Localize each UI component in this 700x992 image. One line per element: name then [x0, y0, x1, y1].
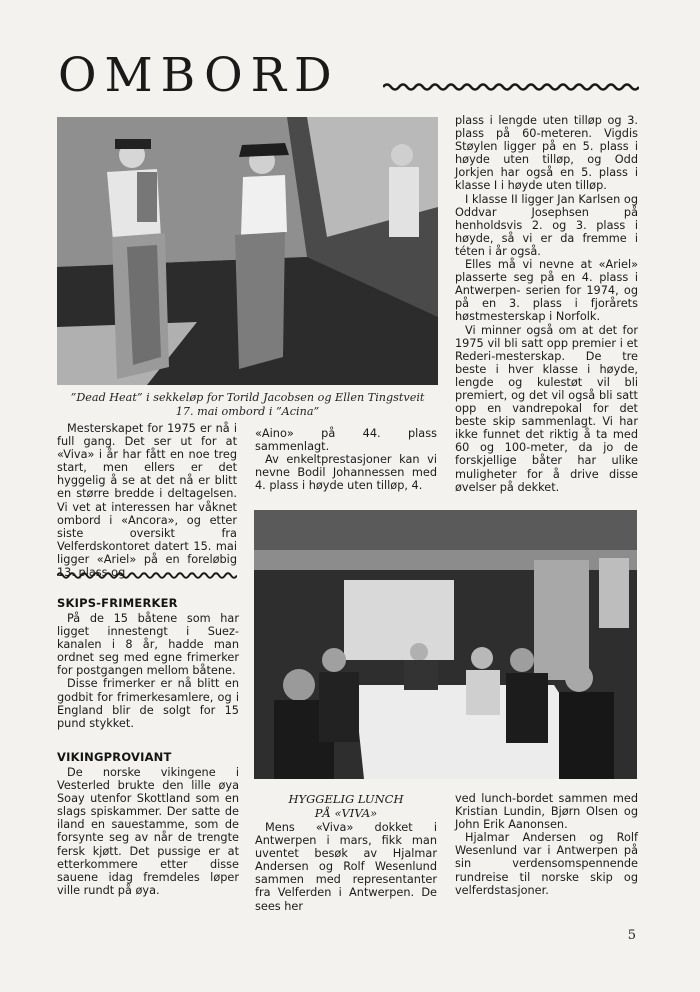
lunch-photo [254, 510, 637, 779]
lunch-caption-line2: PÅ «VIVA» [314, 806, 378, 820]
page-title: OMBORD [58, 48, 340, 103]
lunch-column-2 [255, 821, 437, 913]
sack-race-caption-line1: ”Dead Heat” i sekkeløp for Torild Jacobsen og Ellen Tingstveit [70, 391, 425, 404]
sack-race-photo [57, 117, 438, 385]
mesterskap-paragraph-5: I klasse II ligger Jan Karlsen og Oddvar Josephsen på henholdsvis 2. og 3. plass i høyde, så vi er da fremme i téten i år også. [455, 192, 638, 258]
mesterskap-paragraph-7: Vi minner også om at det for 1975 vil bli satt opp premier i et Rederi-mesterskap. De tre beste i hver klasse i høyde, lengde og kulestøt vil bli premiert, og det vil også bli satt opp en vandrepokal for det beste skip sammenlagt. Vi har ikke funnet det riktig å ta med 60 og 100-meter, da jo de forskjellige båter har ulike muligheter for å drive disse øvelser på dekket. [455, 323, 638, 494]
lunch-column-3 [455, 792, 638, 897]
frimerker-paragraph-1: På de 15 båtene som har ligget innestengt i Suez-kanalen i 8 år, hadde man ordnet seg med egne frimerker for postgangen mellom båtene. [57, 612, 239, 678]
viking-paragraph-1: De norske vikingene i Vesterled brukte den lille øya Soay utenfor Skottland som en slags spiskammer. Der satte de iland en sauestamme, som de forsynte seg av når de trengte fersk kjøtt. Det pussige er at etterkommere etter disse sauene idag fremdeles løper ville rundt på øya. [57, 766, 239, 897]
mesterskap-column-1 [57, 422, 237, 579]
mesterskap-paragraph-4: plass i lengde uten tilløp og 3. plass på 60-meteren. Vigdis Støylen ligger på en 5. plass i høyde uten tilløp, og Odd Jorkjen har også en 5. plass i klasse I i høyde uten tilløp. [455, 114, 638, 193]
lunch-paragraph-3: Hjalmar Andersen og Rolf Wesenlund var i Antwerpen på sin verdensomspennende rundreise til norske skip og velferdstasjoner. [455, 831, 638, 897]
mesterskap-paragraph-2: «Aino» på 44. plass sammenlagt. [255, 427, 437, 454]
mesterskap-column-2 [255, 427, 437, 492]
frimerker-column [57, 612, 239, 730]
viking-heading: VIKINGPROVIANT [57, 750, 172, 764]
frimerker-heading: SKIPS-FRIMERKER [57, 596, 178, 610]
mesterskap-paragraph-1: Mesterskapet for 1975 er nå i full gang. Det ser ut for at «Viva» i år har fått en noe treg start, men ellers er det hyggelig å se at det nå er blitt en større bredde i deltagelsen. Vi vet at interessen har våknet ombord i «Ancora», og etter siste oversikt fra Velferdskontoret datert 15. mai ligger «Ariel» på en foreløbig 13. plass og [57, 422, 237, 580]
page-number: 5 [627, 928, 636, 943]
mesterskap-paragraph-6: Elles må vi nevne at «Ariel» plasserte seg på en 4. plass i Antwerpen- serien for 1974, og på en 3. plass i fjorårets høstmesterskap i Norfolk. [455, 258, 638, 324]
lunch-caption-line1: HYGGELIG LUNCH [288, 792, 404, 806]
sack-race-caption-line2: 17. mai ombord i ”Acina” [175, 405, 320, 418]
lunch-paragraph-1: Mens «Viva» dokket i Antwerpen i mars, fikk man uventet besøk av Hjalmar Andersen og Rolf Wesenlund sammen med representanter fra Velferden i Antwerpen. De sees her [255, 821, 437, 913]
viking-column [57, 766, 239, 897]
section-divider-1 [57, 571, 237, 580]
lunch-paragraph-2: ved lunch-bordet sammen med Kristian Lundin, Bjørn Olsen og John Erik Aanonsen. [455, 792, 638, 832]
mesterskap-column-3 [455, 114, 638, 494]
frimerker-paragraph-2: Disse frimerker er nå blitt en godbit for frimerkesamlere, og i England blir de solgt for 15 pund stykket. [57, 677, 239, 730]
title-wave-ornament [383, 82, 639, 92]
mesterskap-paragraph-3: Av enkeltprestasjoner kan vi nevne Bodil Johannessen med 4. plass i høyde uten tilløp, 4. [255, 453, 437, 493]
